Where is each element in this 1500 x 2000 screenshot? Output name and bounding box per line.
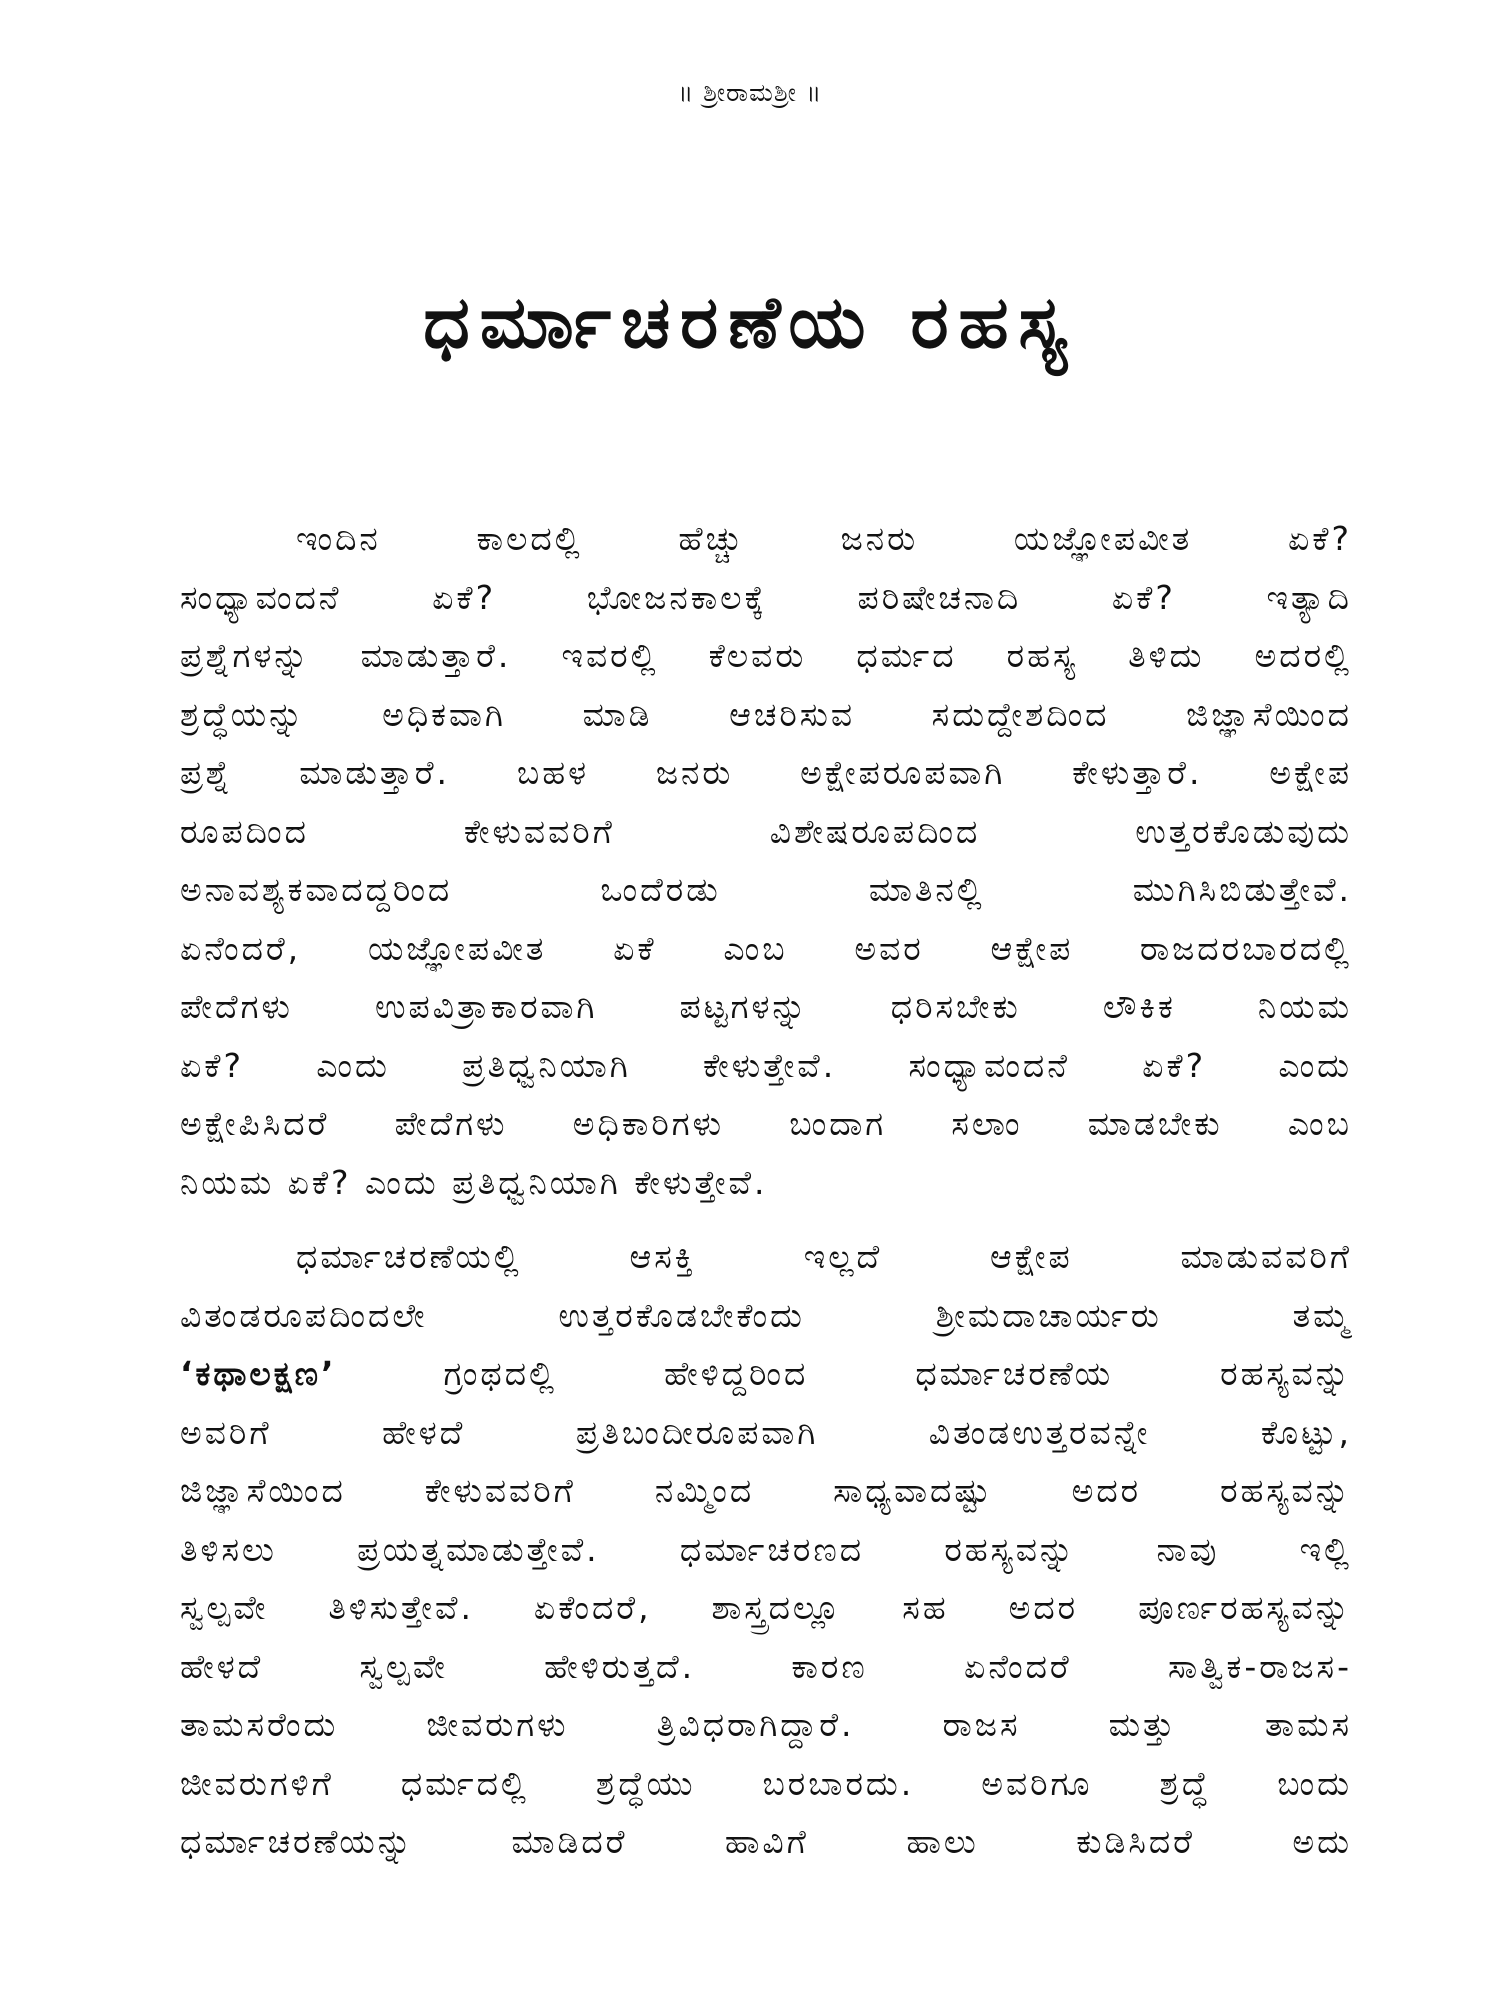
text-line: ಪ್ರಶ್ನೆಗಳನ್ನು ಮಾಡುತ್ತಾರೆ. ಇವರಲ್ಲಿ ಕೆಲವರು ಧರ್ಮದ ರಹಸ್ಯ ತಿಳಿದು ಅದರಲ್ಲಿ xyxy=(180,636,1352,675)
text-line: ಸ್ವಲ್ಪವೇ ತಿಳಿಸುತ್ತೇವೆ. ಏಕೆಂದರೆ, ಶಾಸ್ತ್ರದಲ್ಲೂ ಸಹ ಅದರ ಪೂರ್ಣರಹಸ್ಯವನ್ನು xyxy=(180,1588,1352,1627)
text-line: ಹೇಳದೆ ಸ್ವಲ್ಪವೇ ಹೇಳಿರುತ್ತದೆ. ಕಾರಣ ಏನೆಂದರೆ ಸಾತ್ವಿಕ-ರಾಜಸ- xyxy=(180,1646,1352,1686)
text-line: ನಿಯಮ ಏಕೆ? ಎಂದು ಪ್ರತಿಧ್ವನಿಯಾಗಿ ಕೇಳುತ್ತೇವೆ. xyxy=(180,1162,768,1202)
paragraph-1 xyxy=(180,510,1352,1212)
body-text xyxy=(180,510,1352,1888)
text-line: ಜಿಜ್ಞಾಸೆಯಿಂದ ಕೇಳುವವರಿಗೆ ನಮ್ಮಿಂದ ಸಾಧ್ಯವಾದಷ್ಟು ಅದರ ರಹಸ್ಯವನ್ನು xyxy=(180,1471,1352,1510)
text-line: ಅಕ್ಷೇಪಿಸಿದರೆ ಪೇದೆಗಳು ಅಧಿಕಾರಿಗಳು ಬಂದಾಗ ಸಲಾಂ ಮಾಡಬೇಕು ಎಂಬ xyxy=(180,1104,1352,1143)
text-line: ಪೇದೆಗಳು ಉಪವಿತ್ರಾಕಾರವಾಗಿ ಪಟ್ಟಗಳನ್ನು ಧರಿಸಬೇಕು ಲೌಕಿಕ ನಿಯಮ xyxy=(180,987,1352,1026)
text-line: ಸಂಧ್ಯಾವಂದನೆ ಏಕೆ? ಭೋಜನಕಾಲಕ್ಕೆ ಪರಿಷೇಚನಾದಿ ಏಕೆ? ಇತ್ಯಾದಿ xyxy=(180,577,1352,617)
text-line: ಏಕೆ? ಎಂದು ಪ್ರತಿಧ್ವನಿಯಾಗಿ ಕೇಳುತ್ತೇವೆ. ಸಂಧ್ಯಾವಂದನೆ ಏಕೆ? ಎಂದು xyxy=(180,1045,1352,1085)
text-line: ತಾಮಸರೆಂದು ಜೀವರುಗಳು ತ್ರಿವಿಧರಾಗಿದ್ದಾರೆ. ರಾಜಸ ಮತ್ತು ತಾಮಸ xyxy=(180,1705,1352,1744)
text-line: ಧರ್ಮಾಚರಣೆಯಲ್ಲಿ ಆಸಕ್ತಿ ಇಲ್ಲದೆ ಆಕ್ಷೇಪ ಮಾಡುವವರಿಗೆ xyxy=(296,1237,1352,1276)
text-line: ಅನಾವಶ್ಯಕವಾದದ್ದರಿಂದ ಒಂದೆರಡು ಮಾತಿನಲ್ಲಿ ಮುಗಿಸಿಬಿಡುತ್ತೇವೆ. xyxy=(180,870,1352,909)
text-line: ಇಂದಿನ ಕಾಲದಲ್ಲಿ ಹೆಚ್ಚು ಜನರು ಯಜ್ಞೋಪವೀತ ಏಕೆ? xyxy=(296,519,1352,558)
text-line: ರೂಪದಿಂದ ಕೇಳುವವರಿಗೆ ವಿಶೇಷರೂಪದಿಂದ ಉತ್ತರಕೊಡುವುದು xyxy=(180,811,1352,851)
text-line: ವಿತಂಡರೂಪದಿಂದಲೇ ಉತ್ತರಕೊಡಬೇಕೆಂದು ಶ್ರೀಮದಾಚಾರ್ಯರು ತಮ್ಮ xyxy=(180,1295,1352,1335)
page-title: ಧರ್ಮಾಚರಣೆಯ ರಹಸ್ಯ xyxy=(423,280,1077,364)
text-line: ಅವರಿಗೆ ಹೇಳದೆ ಪ್ರತಿಬಂದೀರೂಪವಾಗಿ ವಿತಂಡಉತ್ತರವನ್ನೇ ಕೊಟ್ಟು, xyxy=(180,1412,1352,1452)
page-header: ॥ ಶ್ರೀರಾಮಶ್ರೀ ॥ xyxy=(677,78,823,107)
book-title: ‘ಕಥಾಲಕ್ಷಣ’ xyxy=(180,1354,337,1393)
text-line: ಧರ್ಮಾಚರಣೆಯನ್ನು ಮಾಡಿದರೆ ಹಾವಿಗೆ ಹಾಲು ಕುಡಿಸಿದರೆ ಅದು xyxy=(180,1822,1352,1861)
text-line xyxy=(180,1345,1352,1404)
paragraph-2 xyxy=(180,1228,1352,1872)
text-line: ಶ್ರದ್ಧೆಯನ್ನು ಅಧಿಕವಾಗಿ ಮಾಡಿ ಆಚರಿಸುವ ಸದುದ್ದೇಶದಿಂದ ಜಿಜ್ಞಾಸೆಯಿಂದ xyxy=(180,694,1352,734)
text-line: ಜೀವರುಗಳಿಗೆ ಧರ್ಮದಲ್ಲಿ ಶ್ರದ್ಧೆಯು ಬರಬಾರದು. ಅವರಿಗೂ ಶ್ರದ್ಧೆ ಬಂದು xyxy=(180,1763,1352,1803)
text-line: ತಿಳಿಸಲು ಪ್ರಯತ್ನಮಾಡುತ್ತೇವೆ. ಧರ್ಮಾಚರಣದ ರಹಸ್ಯವನ್ನು ನಾವು ಇಲ್ಲಿ xyxy=(180,1529,1352,1569)
text-line: ಪ್ರಶ್ನೆ ಮಾಡುತ್ತಾರೆ. ಬಹಳ ಜನರು ಅಕ್ಷೇಪರೂಪವಾಗಿ ಕೇಳುತ್ತಾರೆ. ಅಕ್ಷೇಪ xyxy=(180,753,1352,792)
text-line: ಏನೆಂದರೆ, ಯಜ್ಞೋಪವೀತ ಏಕೆ ಎಂಬ ಅವರ ಆಕ್ಷೇಪ ರಾಜದರಬಾರದಲ್ಲಿ xyxy=(180,928,1352,968)
text-segment: ಗ್ರಂಥದಲ್ಲಿ ಹೇಳಿದ್ದರಿಂದ ಧರ್ಮಾಚರಣೆಯ ರಹಸ್ಯವನ್ನು xyxy=(336,1354,1352,1393)
